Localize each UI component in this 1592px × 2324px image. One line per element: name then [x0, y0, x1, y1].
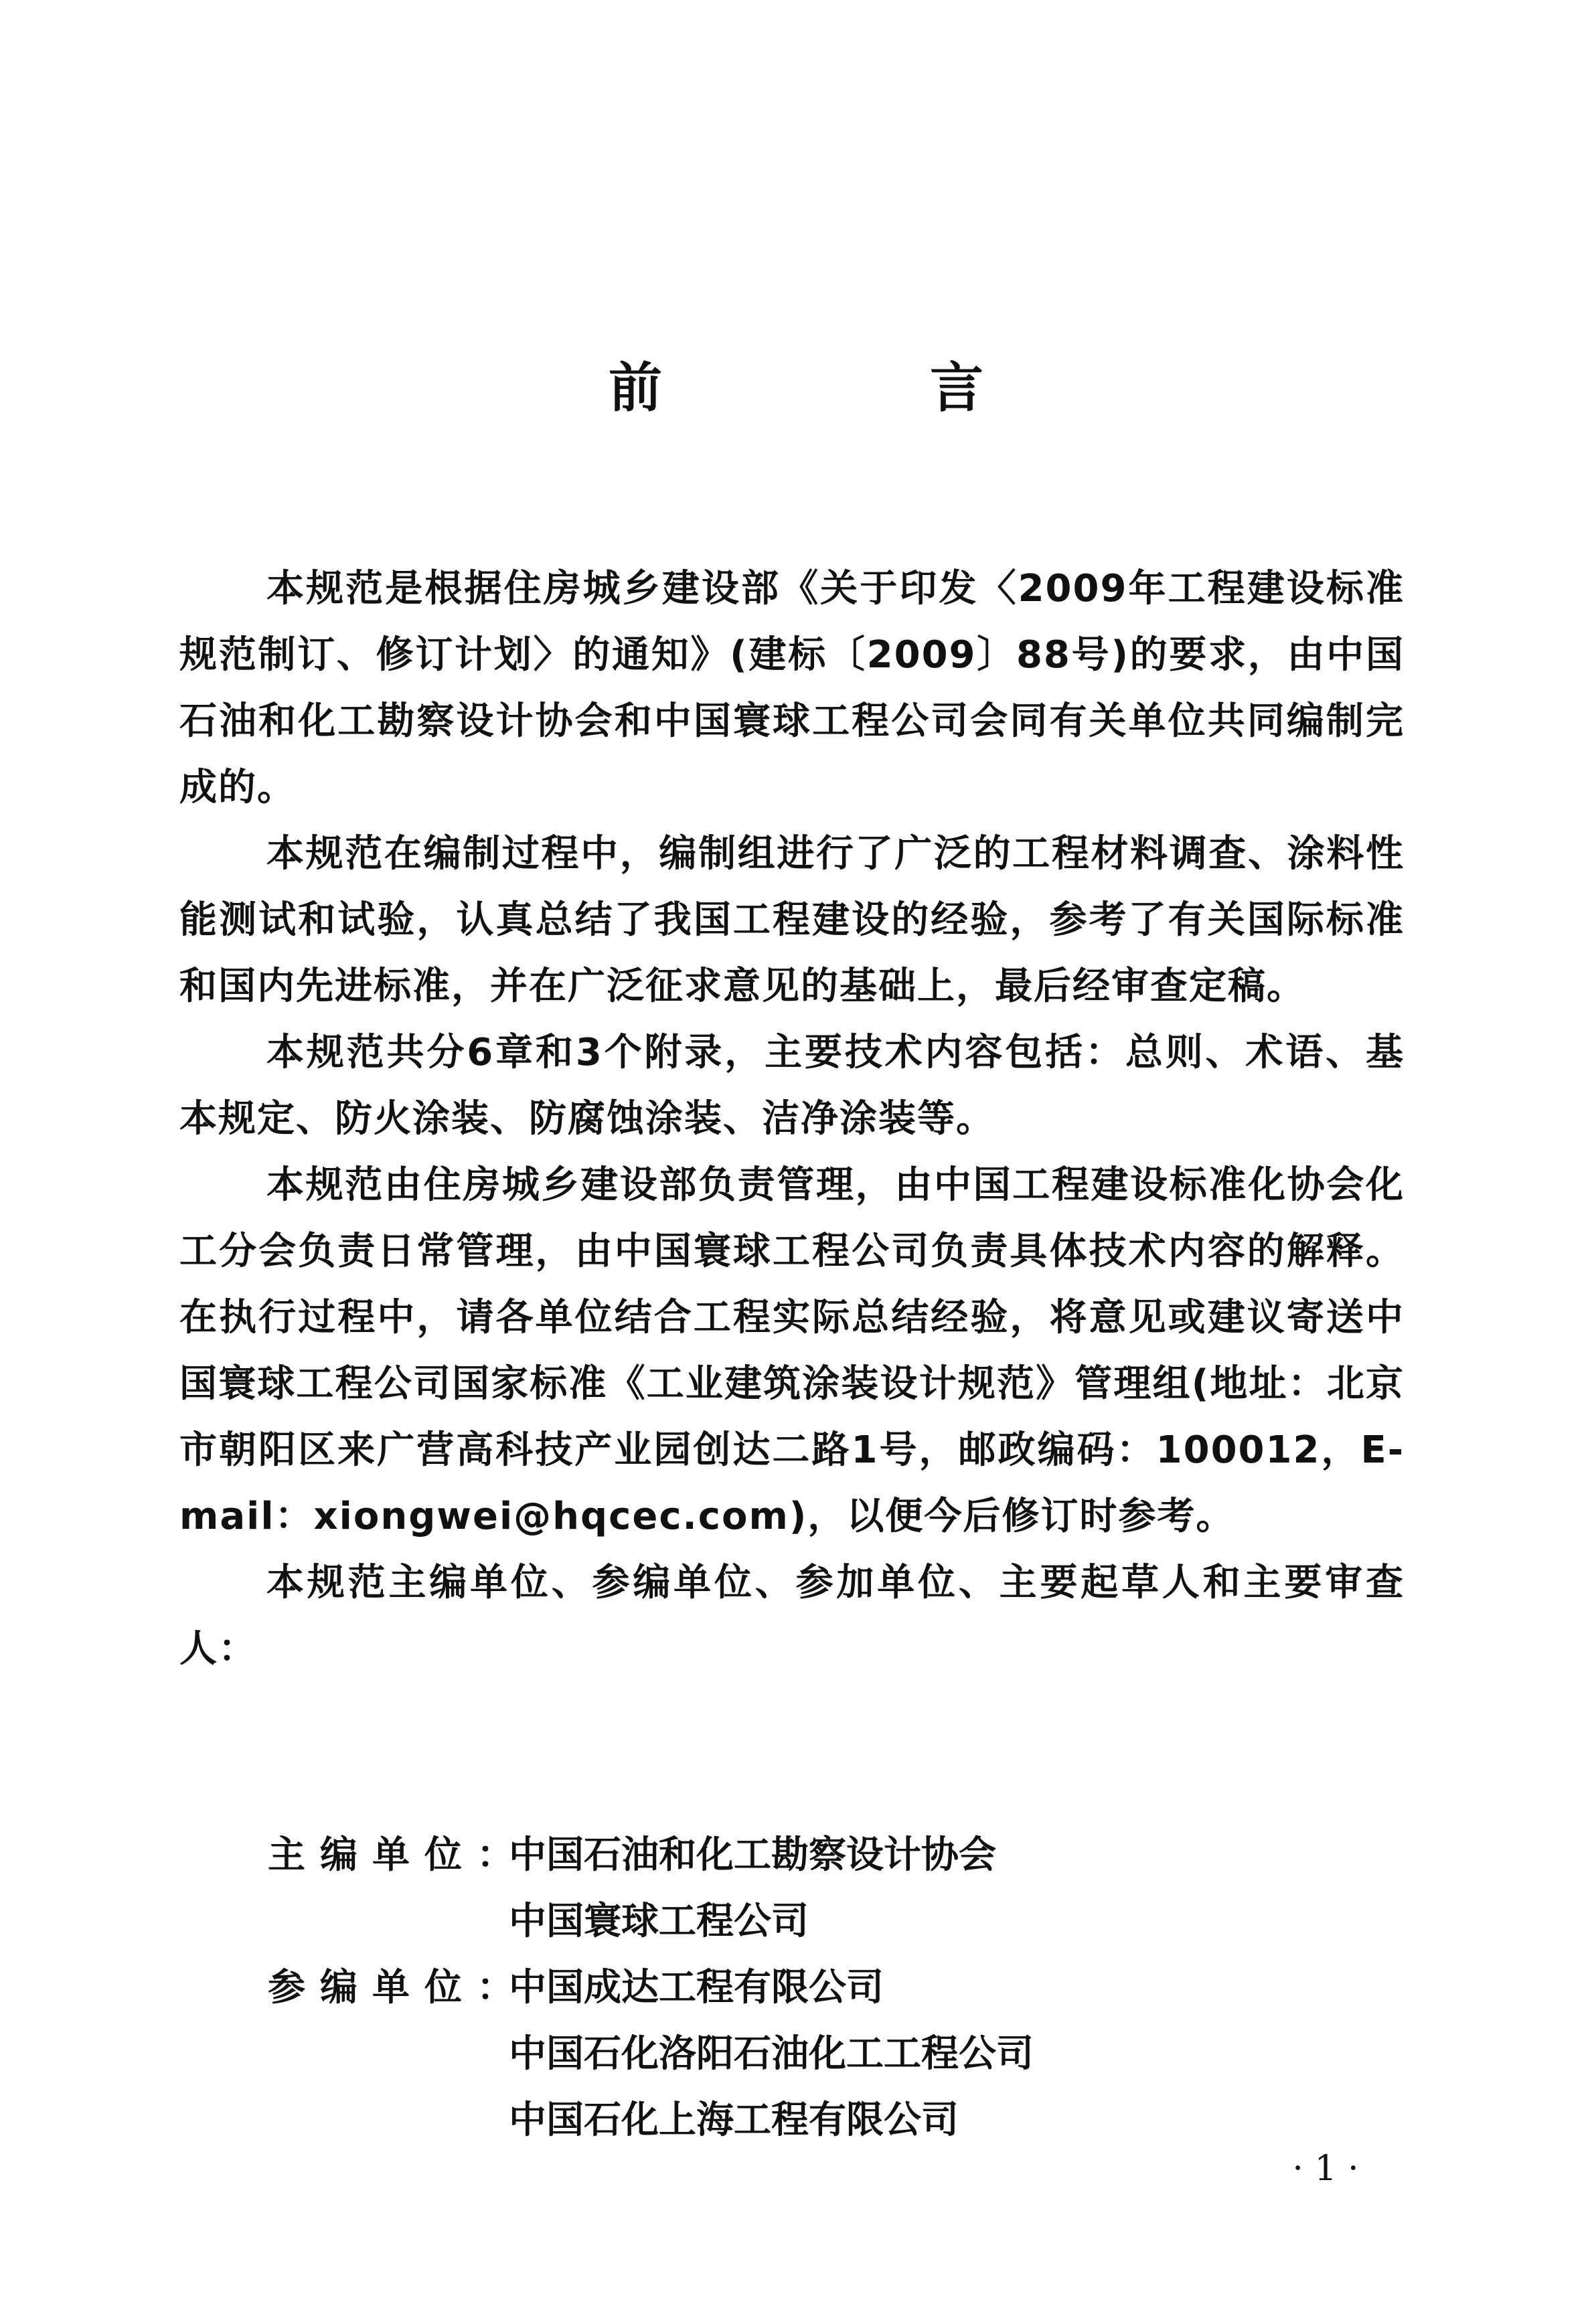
- chief-editor-values: [509, 1822, 996, 1955]
- participating-unit-2: 中国石化洛阳石油化工工程公司: [509, 2032, 1034, 2076]
- participating-units: [268, 1955, 1034, 2153]
- participating-unit-3: 中国石化上海工程有限公司: [509, 2098, 959, 2142]
- participating-values: [509, 1955, 1034, 2153]
- preface-body: [179, 556, 1405, 1682]
- page-number: · 1 ·: [1292, 2149, 1359, 2189]
- paragraph-5: 本规范主编单位、参编单位、参加单位、主要起草人和主要审查人：: [179, 1561, 1405, 1671]
- paragraph-2: 本规范在编制过程中，编制组进行了广泛的工程材料调查、涂料性能测试和试验，认真总结了我国工程建设的经验，参考了有关国际标准和国内先进标准，并在广泛征求意见的基础上，最后经审查定稿。: [179, 832, 1405, 1008]
- page-title: 前 言: [609, 357, 1091, 419]
- paragraph-4: 本规范由住房城乡建设部负责管理，由中国工程建设标准化协会化工分会负责日常管理，由中国寰球工程公司负责具体技术内容的解释。在执行过程中，请各单位结合工程实际总结经验，将意见或建议寄送中国寰球工程公司国家标准《工业建筑涂装设计规范》管理组(地址：北京市朝阳区来广营高科技产业园创达二路1号，邮政编码：100012，E-mail：xiongwei@hqcec.com)，以便今后修订时参考。: [179, 1163, 1405, 1538]
- paragraph-1: 本规范是根据住房城乡建设部《关于印发〈2009年工程建设标准规范制订、修订计划〉的通知》(建标〔2009〕88号)的要求，由中国石油和化工勘察设计协会和中国寰球工程公司会同有关单位共同编制完成的。: [179, 567, 1405, 809]
- chief-editor-label: 主编单位：: [268, 1833, 529, 1877]
- chief-editor-units: [268, 1822, 1034, 1955]
- paragraph-3: 本规范共分6章和3个附录，主要技术内容包括：总则、术语、基本规定、防火涂装、防腐蚀涂装、洁净涂装等。: [179, 1031, 1405, 1141]
- participating-label: 参编单位：: [268, 1966, 529, 2009]
- chief-editor-unit-2: 中国寰球工程公司: [509, 1900, 809, 1943]
- unit-list: [268, 1822, 1034, 2153]
- participating-unit-1: 中国成达工程有限公司: [509, 1966, 884, 2009]
- chief-editor-unit-1: 中国石油和化工勘察设计协会: [509, 1833, 996, 1877]
